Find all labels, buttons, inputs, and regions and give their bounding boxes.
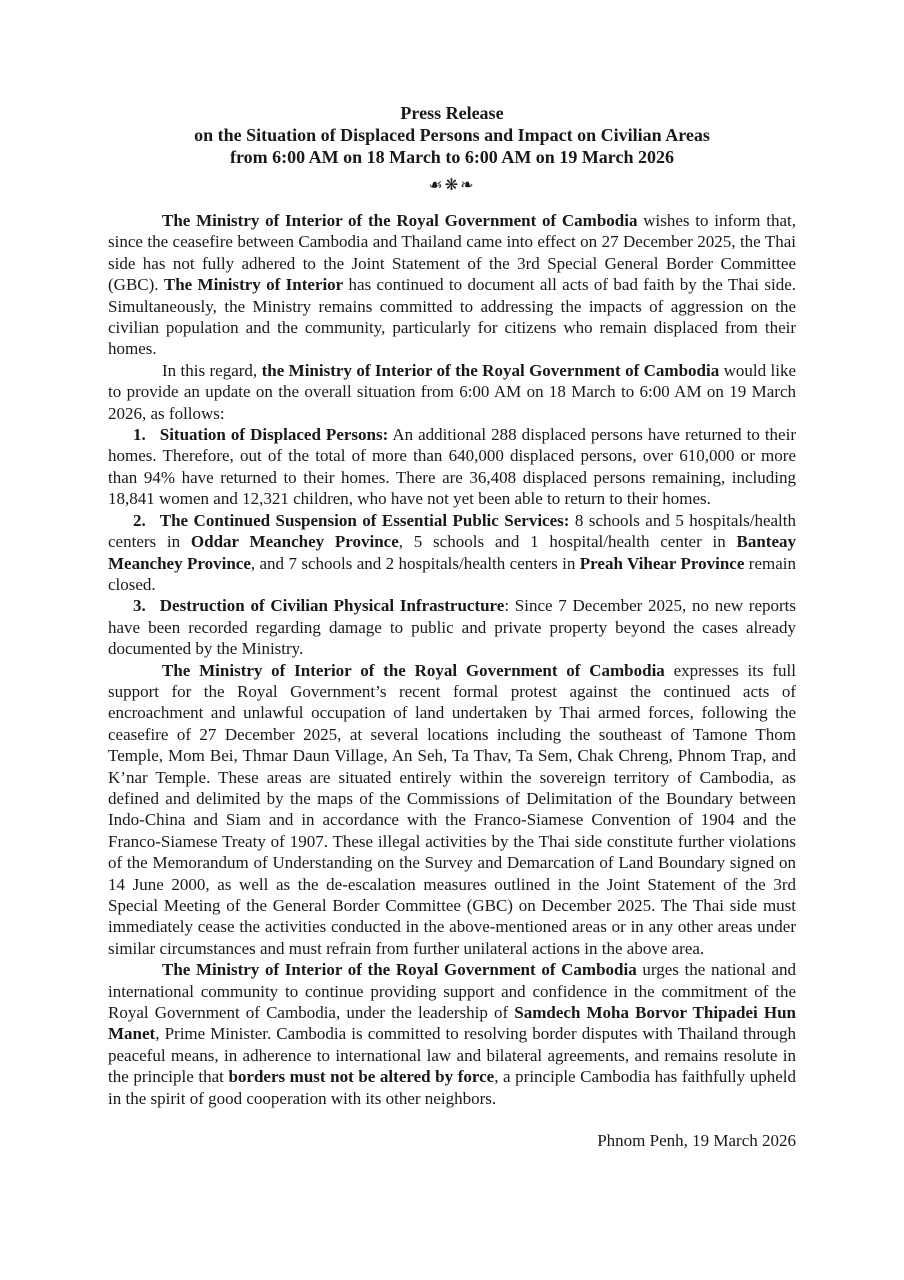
bold-text-run: Oddar Meanchey Province [190, 532, 399, 552]
text-run: 8 schools and 5 hospitals/health centers in [108, 510, 796, 552]
bold-text-run: Preah Vihear Province [579, 553, 745, 573]
text-run: , Prime Minister. Cambodia is committed to resolving border disputes with Thailand through peaceful means, in adherence to international law and bilateral agreements, and remains resolute in the principle that [108, 1024, 796, 1087]
bold-text-run: The Continued Suspension of Essential Public Services: [159, 510, 570, 530]
title-line-2: on the Situation of Displaced Persons and Impact on Civilian Areas [194, 125, 710, 145]
text-run: , a principle Cambodia has faithfully upheld in the spirit of good cooperation with its other neighbors. [108, 1067, 796, 1108]
bold-text-run: the Ministry of Interior of the Royal Government of Cambodia [261, 360, 720, 380]
numbered-item [108, 510, 796, 596]
numbered-item [108, 595, 796, 659]
paragraph [108, 360, 796, 424]
paragraph [108, 210, 796, 360]
text-run: In this regard, [162, 360, 262, 380]
bold-text-run: borders must not be altered by force [228, 1067, 495, 1087]
item-number: 1. [133, 425, 146, 445]
text-run: would like to provide an update on the overall situation from 6:00 AM on 18 March to 6:00 AM on 19 March 2026, as follows: [108, 360, 796, 423]
item-number: 2. [133, 510, 146, 530]
bold-text-run: The Ministry of Interior of the Royal Government of Cambodia [162, 660, 665, 680]
bold-text-run: The Ministry of Interior of the Royal Government of Cambodia [162, 960, 637, 980]
bold-text-run: Destruction of Civilian Physical Infrastructure [159, 596, 505, 616]
text-run: : Since 7 December 2025, no new reports have been recorded regarding damage to public and private property beyond the cases already documented by the Ministry. [108, 596, 796, 659]
bold-text-run: Situation of Displaced Persons: [159, 425, 389, 445]
text-run: urges the national and international community to continue providing support and confidence in the commitment of the Royal Government of Cambodia, under the leadership of [108, 960, 797, 1023]
document-body [108, 210, 796, 1109]
text-run: , 5 schools and 1 hospital/health center in [398, 532, 737, 552]
document [108, 102, 796, 1151]
document-title [108, 102, 796, 168]
bold-text-run: Banteay Meanchey Province [108, 532, 797, 573]
floral-divider-icon: ☙❋❧ [428, 177, 476, 194]
numbered-item [108, 424, 796, 510]
text-run: expresses its full support for the Royal Government’s recent formal protest against the continued acts of encroachment and unlawful occupation of land undertaken by Thai armed forces, following the ceasefire of 27 December 2025, at several locations including the southeast of Tamone Thom Temple, Mom Bei, Thmar Daun Village, An Seh, Ta Thav, Ta Sem, Chak Chreng, Phnom Trap, and K’nar Temple. These areas are situated entirely within the sovereign territory of Cambodia, as defined and delimited by the maps of the Commissions of Delimitation of the Boundary between Indo-China and Siam and in accordance with the Franco-Siamese Convention of 1904 and the Franco-Siamese Treaty of 1907. These illegal activities by the Thai side constitute further violations of the Memorandum of Understanding on the Survey and Demarcation of Land Boundary signed on 14 June 2000, as well as the de-escalation measures outlined in the Joint Statement of the 3rd Special Meeting of the General Border Committee (GBC) on December 2025. The Thai side must immediately cease the activities conducted in the above-mentioned areas or in any other areas under similar circumstances and must refrain from further unilateral actions in the above area. [108, 660, 796, 958]
text-run: remain closed. [108, 553, 796, 594]
bold-text-run: The Ministry of Interior of the Royal Government of Cambodia [162, 211, 638, 230]
dateline: Phnom Penh, 19 March 2026 [597, 1131, 796, 1151]
bold-text-run: The Ministry of Interior [163, 275, 344, 295]
text-run: , and 7 schools and 2 hospitals/health centers in [250, 553, 580, 573]
item-number: 3. [133, 596, 146, 616]
paragraph [108, 660, 796, 960]
text-run: An additional 288 displaced persons have returned to their homes. Therefore, out of the total of more than 640,000 displaced persons, over 610,000 or more than 94% have returned to their homes. There are 36,408 displaced persons remaining, including 18,841 women and 12,321 children, who have not yet been able to return to their homes. [108, 425, 796, 509]
title-line-1: Press Release [400, 103, 504, 123]
text-run: wishes to inform that, since the ceasefire between Cambodia and Thailand came into effect on 27 December 2025, the Thai side has not fully adhered to the Joint Statement of the 3rd Special General Border Committee (GBC). [108, 211, 796, 295]
paragraph [108, 959, 796, 1109]
title-line-3: from 6:00 AM on 18 March to 6:00 AM on 19 March 2026 [230, 147, 674, 167]
bold-text-run: Samdech Moha Borvor Thipadei Hun Manet [108, 1003, 796, 1044]
text-run: has continued to document all acts of bad faith by the Thai side. Simultaneously, the Ministry remains committed to addressing the impacts of aggression on the civilian population and the community, particularly for citizens who remain displaced from their homes. [108, 275, 796, 359]
